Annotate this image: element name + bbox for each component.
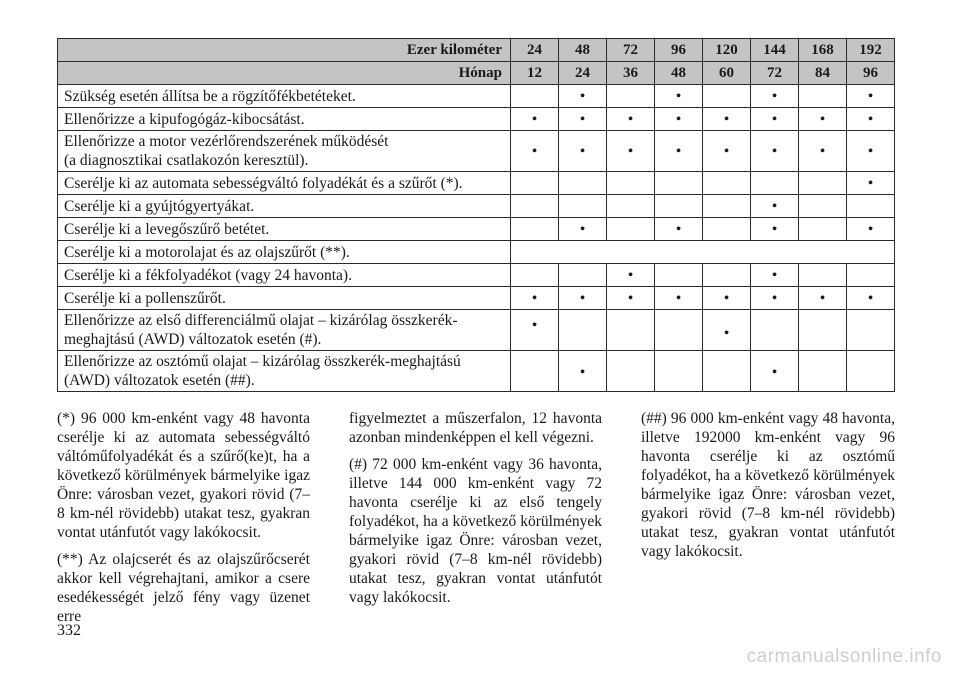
footnote-transfer-case: (##) 96 000 km-enként vagy 48 havonta, illetve 192000 km-enként vagy 96 havonta cserélje ki az osztómű folyadékot, ha a következő körülmények bármelyike igaz Önre: városban vezet, gyakori rövid (7–8 km-nél rövidebb) utakat tesz, gyakran vontat utánfutót vagy lakókocsit. [641, 410, 895, 560]
schedule-cell: • [607, 131, 655, 172]
footnote-column-2 [349, 409, 602, 615]
header-km-row-value: 96 [655, 39, 703, 62]
footnote-column-3 [641, 409, 895, 569]
schedule-cell [799, 172, 847, 195]
header-km-row-value: 192 [847, 39, 895, 62]
schedule-empty-span [511, 241, 895, 264]
schedule-cell [703, 195, 751, 218]
schedule-cell: • [847, 218, 895, 241]
schedule-item-text: Cserélje ki az automata sebességváltó folyadékát és a szűrőt (*). [58, 172, 511, 195]
schedule-cell: • [751, 287, 799, 310]
schedule-row [58, 108, 895, 131]
schedule-cell: • [511, 108, 559, 131]
schedule-cell [799, 264, 847, 287]
schedule-item-text: Cserélje ki a pollenszűrőt. [58, 287, 511, 310]
schedule-cell: • [655, 218, 703, 241]
schedule-cell: • [847, 131, 895, 172]
schedule-cell: • [847, 287, 895, 310]
schedule-cell [751, 351, 799, 392]
schedule-cell [655, 351, 703, 392]
schedule-cell: • [511, 287, 559, 310]
header-month-row [58, 62, 895, 85]
schedule-cell [559, 351, 607, 392]
schedule-cell: • [655, 108, 703, 131]
schedule-item-text: Cserélje ki a motorolajat és az olajszűrőt (**). [58, 241, 511, 264]
header-month-row-value: 60 [703, 62, 751, 85]
schedule-row [58, 172, 895, 195]
footnote-oil-change-continued: figyelmeztet a műszerfalon, 12 havonta azonban mindenképpen el kell végezni. [349, 410, 602, 446]
schedule-cell: • [655, 131, 703, 172]
schedule-row [58, 241, 895, 264]
schedule-cell [511, 351, 559, 392]
schedule-row [58, 310, 895, 351]
schedule-cell [799, 85, 847, 108]
schedule-cell [799, 310, 847, 351]
header-km-row-value: 144 [751, 39, 799, 62]
watermark: carmanualsonline.info [746, 646, 942, 667]
header-month-row-value: 96 [847, 62, 895, 85]
schedule-cell: • [751, 218, 799, 241]
schedule-cell: • [559, 108, 607, 131]
schedule-cell: • [559, 287, 607, 310]
schedule-row [58, 85, 895, 108]
schedule-cell: • [559, 218, 607, 241]
header-km-row-value: 120 [703, 39, 751, 62]
schedule-cell [559, 172, 607, 195]
schedule-cell: • [703, 108, 751, 131]
schedule-cell [847, 351, 895, 392]
header-month-row-value: 48 [655, 62, 703, 85]
schedule-cell [703, 172, 751, 195]
schedule-row [58, 264, 895, 287]
schedule-cell: • [799, 131, 847, 172]
bullet-mark: • [771, 364, 778, 381]
schedule-cell [511, 264, 559, 287]
schedule-cell [799, 218, 847, 241]
schedule-cell: • [799, 287, 847, 310]
schedule-cell [559, 195, 607, 218]
header-km-row-value: 24 [511, 39, 559, 62]
bullet-mark: • [579, 364, 586, 381]
schedule-cell [511, 85, 559, 108]
header-month-row-value: 84 [799, 62, 847, 85]
schedule-cell [607, 85, 655, 108]
schedule-row [58, 131, 895, 172]
schedule-row [58, 218, 895, 241]
schedule-cell [703, 264, 751, 287]
schedule-item-text: Ellenőrizze az osztómű olajat – kizárólag összkerék-meghajtású (AWD) változatok esetén (##). [58, 351, 511, 392]
schedule-cell [703, 85, 751, 108]
schedule-cell: • [655, 85, 703, 108]
header-month-row-value: 24 [559, 62, 607, 85]
schedule-cell: • [751, 195, 799, 218]
schedule-cell: • [607, 108, 655, 131]
schedule-item-text: Ellenőrizze a motor vezérlőrendszerének működését (a diagnosztikai csatlakozón keresztül). [58, 131, 511, 172]
header-km-row [58, 39, 895, 62]
schedule-cell [511, 310, 559, 351]
schedule-cell [559, 264, 607, 287]
header-km-row-value: 168 [799, 39, 847, 62]
schedule-cell: • [847, 108, 895, 131]
header-month-row-value: 12 [511, 62, 559, 85]
schedule-cell: • [751, 264, 799, 287]
schedule-row [58, 351, 895, 392]
schedule-cell: • [751, 131, 799, 172]
footnote-automatic-transmission: (*) 96 000 km-enként vagy 48 havonta cserélje ki az automata sebességváltó váltóműfolyadékát és a szűrő(ke)t, ha a következő körülmények bármelyike igaz Önre: városban vezet, gyakori rövid (7–8 km-nél rövidebb) utakat tesz, gyakran vontat utánfutót vagy lakókocsit. [57, 410, 310, 541]
schedule-cell: • [847, 85, 895, 108]
schedule-cell: • [751, 108, 799, 131]
schedule-cell: • [703, 287, 751, 310]
schedule-cell [655, 195, 703, 218]
schedule-cell [751, 310, 799, 351]
header-km-row-value: 72 [607, 39, 655, 62]
schedule-cell [511, 218, 559, 241]
schedule-cell [607, 351, 655, 392]
schedule-cell [607, 218, 655, 241]
schedule-cell [655, 310, 703, 351]
schedule-item-text: Cserélje ki a fékfolyadékot (vagy 24 havonta). [58, 264, 511, 287]
schedule-cell [607, 195, 655, 218]
schedule-cell [703, 310, 751, 351]
maintenance-schedule-table [57, 38, 895, 392]
header-month-row-value: 36 [607, 62, 655, 85]
schedule-cell [799, 195, 847, 218]
schedule-cell: • [511, 131, 559, 172]
schedule-cell [511, 195, 559, 218]
header-km-row-label: Ezer kilométer [58, 39, 511, 62]
bullet-mark: • [531, 317, 538, 334]
schedule-item-text: Szükség esetén állítsa be a rögzítőfékbetéteket. [58, 85, 511, 108]
schedule-cell [751, 172, 799, 195]
schedule-cell [655, 172, 703, 195]
page-number: 332 [57, 622, 81, 639]
schedule-row [58, 195, 895, 218]
schedule-cell [847, 195, 895, 218]
schedule-row [58, 287, 895, 310]
schedule-cell [607, 310, 655, 351]
schedule-cell: • [607, 264, 655, 287]
schedule-cell [847, 264, 895, 287]
schedule-cell: • [607, 287, 655, 310]
schedule-cell: • [559, 131, 607, 172]
schedule-cell [559, 310, 607, 351]
schedule-item-text: Cserélje ki a levegőszűrő betétet. [58, 218, 511, 241]
schedule-cell [703, 351, 751, 392]
schedule-cell: • [751, 85, 799, 108]
schedule-cell: • [847, 172, 895, 195]
header-km-row-value: 48 [559, 39, 607, 62]
schedule-cell [511, 172, 559, 195]
footnote-column-1 [57, 409, 310, 634]
footnote-oil-change: (**) Az olajcserét és az olajszűrőcserét akkor kell végrehajtani, amikor a csere esedékességét jelző fény vagy üzenet erre [57, 551, 310, 625]
schedule-cell: • [655, 287, 703, 310]
schedule-cell [655, 264, 703, 287]
schedule-cell [607, 172, 655, 195]
schedule-cell [703, 218, 751, 241]
schedule-item-text: Ellenőrizze az első differenciálmű olajat – kizárólag összkerék- meghajtású (AWD) változatok esetén (#). [58, 310, 511, 351]
schedule-cell [847, 310, 895, 351]
schedule-cell: • [559, 85, 607, 108]
footnote-front-axle: (#) 72 000 km-enként vagy 36 havonta, illetve 144 000 km-enként vagy 72 havonta cserélje ki az első tengely folyadékot, ha a következő körülmények bármelyike igaz Önre: városban vezet, gyakori rövid (7–8 km-nél rövidebb) utakat tesz, gyakran vontat utánfutót vagy lakókocsit. [349, 456, 602, 606]
schedule-item-text: Ellenőrizze a kipufogógáz-kibocsátást. [58, 108, 511, 131]
schedule-item-text: Cserélje ki a gyújtógyertyákat. [58, 195, 511, 218]
header-month-row-value: 72 [751, 62, 799, 85]
bullet-mark: • [723, 325, 730, 342]
schedule-cell: • [799, 108, 847, 131]
schedule-cell: • [703, 131, 751, 172]
schedule-cell [799, 351, 847, 392]
header-month-row-label: Hónap [58, 62, 511, 85]
